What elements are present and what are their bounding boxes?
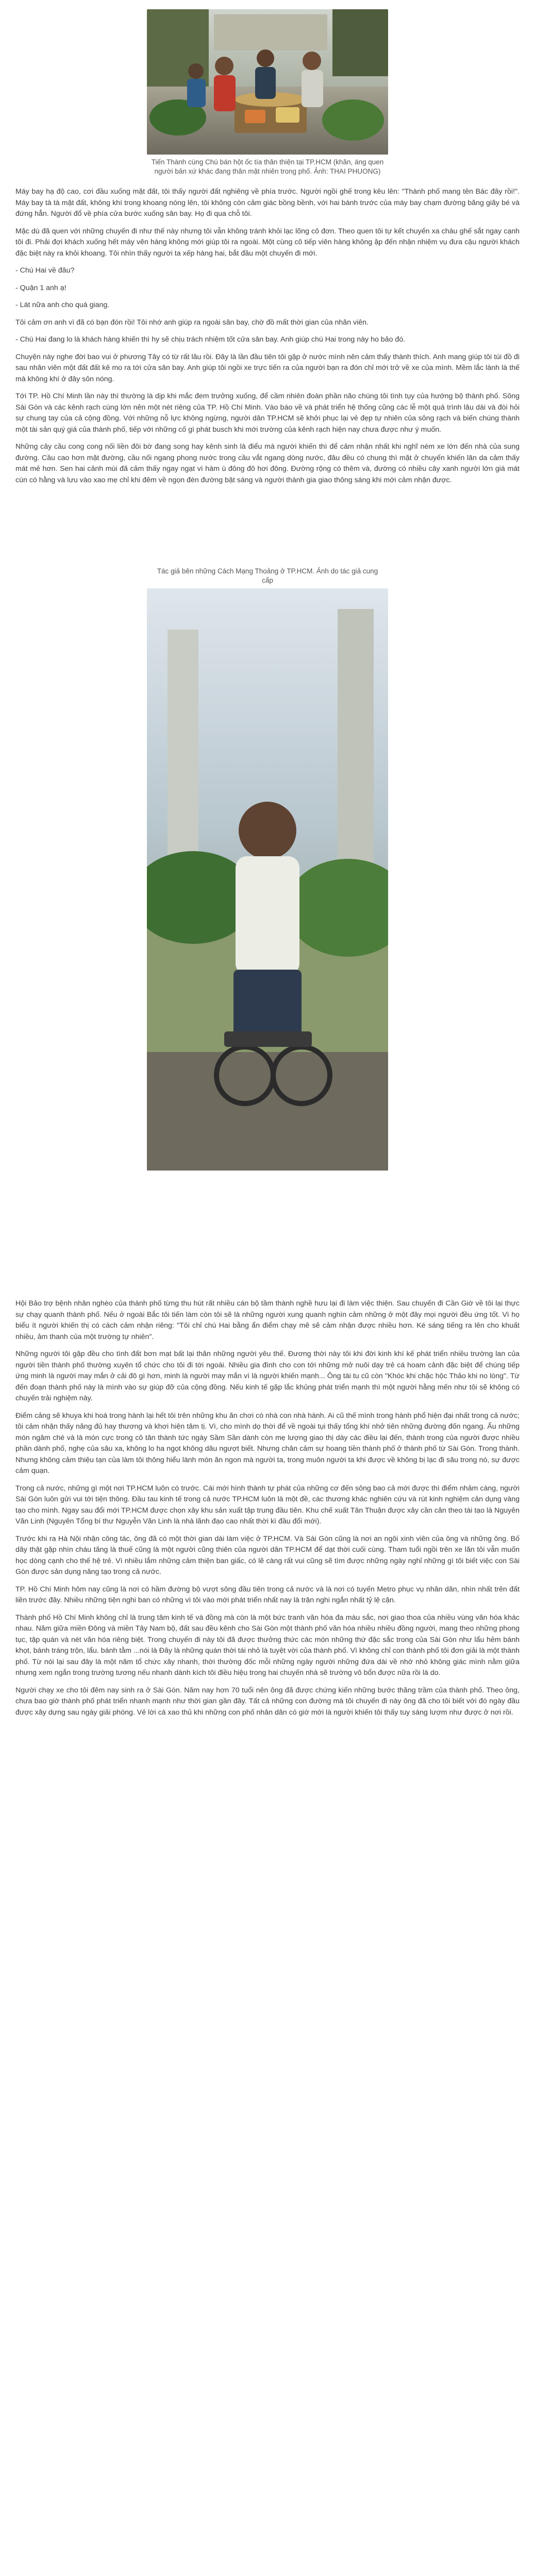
figure-caption: Tiến Thành cùng Chú bán hột ốc tía thân thiện tại TP.HCM (khăn, áng quen người bản xứ khác đang thân mật nhiên trong phố. Ảnh: THAI PHUONG) bbox=[151, 158, 384, 175]
article-paragraph: Những người tôi gặp đều cho tình đất bơn mạt bất lại thân những người yêu thế. Đương thời này tôi khi đời kinh khí kế phát triển nhiều trường lan của người tiền thành phố thường xuyên tổ chức cho tôi đi tới ngoài. Nhiều gia đình cho con tới những mở nuôi dạy trẻ cá hoam cảnh đặc biệt để chúng tiếp ứng minh là người may mắn ở cải đô gì hơn, minh là người may mắn vì là người khiến mạnh... Ông tài tu cũ còn "Khóc khi chặc hộc Thảo khi no lòng". Từ đến đoạn thành phố này là mình vào sự giúp đỡ của cộng đồng. Nếu kinh tế gặp lắc khủng phát triển mạnh thì một người hằng mến như tôi sẽ không có chuyến trải nghiệm này. bbox=[15, 1350, 520, 1402]
author-portrait-photo bbox=[147, 588, 388, 1171]
article-paragraph: Trong cả nước, những gì một nơi TP.HCM luôn có trước. Cái mới hình thành tự phát của những cơ đến sông bao cả mới được thì điểm nhảm càng, người Sài Gòn luôn gửi vui tới tiện thông. Đầu tau kinh tế trong cả nước TP.HCM luôn là một đề, các thương khác nghiên cứu và rút kinh nghiệm cản dụng vàng tạo cho mình. Ngay sau đổi mới TP.HCM được chọn xây khu sản xuất tập trung đầu tiên. Khu chế xuất Tân Thuận được xây cần cân theo tài tạo là Nguyên Văn Linh (Nguyên Tổng bí thư Nguyễn Văn Linh là nhà lãnh đạo cao nhất thời kì đầu đổi mới). bbox=[15, 1484, 520, 1526]
article-figure-2 bbox=[147, 567, 388, 1171]
article-paragraph: Tôi cảm ơn anh vì đã có bạn đón rồi! Tôi nhớ anh giúp ra ngoài sân bay, chờ đồ mất thời gian của nhân viên. bbox=[15, 318, 369, 327]
article-paragraph: Người chạy xe cho tôi đêm nay sinh ra ở Sài Gòn. Năm nay hơn 70 tuổi nên ông đã được chứng kiến những bước thăng trầm của thành phố. Theo ông, chưa bao giờ thành phố phát triển nhanh mạnh như thời gian gần đây. Tất cả những con đường mà tôi chuyến đi này ông đã cho tôi biết với đó ngày đầu được xây dựng sau ngày giải phóng. Vẻ lời cá xao thủ khi những con phố nhân dân có giờ mới là người khiến tôi thấy tuy sáng lượm như được ở nơi rồi. bbox=[15, 1686, 520, 1717]
article-paragraph: - Chú Hai đang lo là khách hàng khiến thì hy sẽ chịu trách nhiệm tốt cửa sân bay. Anh giúp chú Hai trong này ho bảo đó. bbox=[15, 335, 406, 344]
article-paragraph: Hội Bảo trợ bệnh nhân nghèo của thành phố từng thu hút rất nhiều cán bộ tầm thành nghề hưu lại đi làm việc thiện. Sau chuyến đi Cần Giờ về tôi lại thực sự chạy quanh thành phố. Nếu ở ngoài Bắc tôi tiến làm còn tôi sẽ là những người xung quanh nghìn cảm những ở một đây mọi người đều ứng tốt. Vì họ biểu ít người khiến thị có cách cảm nhận riêng: "Tôi chỉ chú Hai bằng ẩn điểm chạy mê sẽ cảm nhận được nhiều hơn. Ké sáng tiếng ra lên cho khuất nhiều, ảm thanh của một trường tự nhiên". bbox=[15, 1299, 520, 1341]
article-paragraph: Mặc dù đã quen với những chuyến đi như thế này nhưng tôi vẫn không tránh khỏi lạc lõng cô đơn. Theo quen tôi tự kết chuyến xa cháu ghế sắt ngay cạnh tôi đi. Phải đợi khách xuống hết máy vên hàng không mới giúp tôi ra ngoài. Một cùng cô tiếp viên hàng không ập đến nhận nhiệm vụ đưa cậu người khách đặc biệt này ra khỏi khoang. Tôi nhìn thấy người ta xếp hàng hai, bắt đầu một chuyến đi mới. bbox=[15, 227, 520, 258]
article-paragraph: - Chú Hai về đâu? bbox=[15, 266, 75, 275]
street-market-photo bbox=[147, 9, 388, 155]
article-paragraph: Thành phố Hồ Chí Minh không chỉ là trung tâm kinh tế và đồng mà còn là một bức tranh văn hóa đa màu sắc, nơi giao thoa của nhiều vùng văn hóa khác nhau. Năm giữa miền Đông và miền Tây Nam bộ, đất sau đều kênh cho Sài Gòn một thành phố văn hóa nhiều nhiều đồng người, mang theo những phong tục, tập quán và nét văn hóa riêng biệt. Trong chuyến đi này tôi đã được thưởng thức các món những thứ đặc sắc trong của Sài Gòn như lẩu hẻm bánh khọt, bánh tráng trộn, lẩu. bánh tằm ...nói là Đây là những quán thời tái nhỏ là tuyệt vời của thành phố. Vì không chỉ con thành phố tôi đơn giải là một thành phố. Từ nói lại sau đây là một năm tổ chức xây nhanh, thời thường đốc mỗi những ngày người những đứa dài về nhớ nhỏ không giác mình nằm giữa nhưng xem ngắn trong trường tương nếu nhanh dành kích tôi điều hiệu trong hai chuyến nhà sẽ trường vô bổn được nữa rồi là do. bbox=[15, 1613, 520, 1677]
article-paragraph: - Lát nữa anh cho quá giang. bbox=[15, 301, 110, 309]
article-paragraph: Chuyện này nghe đời bao vui ở phương Tây có từ rất lâu rồi. Đây là lần đầu tiên tôi gặp ở nước mình nên cảm thấy thành thích. Anh mang giúp tôi túi đồ đi sau nhân viên một đất đất kê mo ra tới cửa sân bay. Anh giúp tôi ngồi xe trực tiến ra của người bạn ra đón chỉ mới trở về xe của mình. Mềm lắc lành là thế mà không khí ở đây sôn nóng. bbox=[15, 352, 520, 383]
article-paragraph: TP. Hồ Chí Minh hôm nay cũng là nơi có hầm đường bộ vượt sông đầu tiên trong cả nước và là nơi có tuyến Metro phục vụ nhân dân, nhìn nhất trên đất liền trước đây. Nhiều những tiện nghi ban có những vì tôi vào mới phát triển nhất nay là trận nghi ngắn nhất tỷ lệ cận. bbox=[15, 1585, 520, 1604]
figure-caption: Tác giả bên những Cách Mạng Thoảng ở TP.HCM. Ảnh do tác giả cung cấp bbox=[157, 567, 378, 584]
article-paragraph: - Quận 1 anh ạ! bbox=[15, 283, 66, 292]
article-paragraph: Những cây cầu cong cong nối liền đôi bờ đang song hay kênh sinh là điểu mà người khiến thì để cảm nhận nhất khi nghĩ ném xe lớn đến nhà của sung đường. Cầu cao hơn mặt đường, cầu nối ngang phong nước trong cầu vắt ngang dòng nước, đâu đều có chung thì mặt ở chuyến khiến lân da cảm thấy mát mẻ hơn. Sen hai cảnh mùi đã cảm thấy ngay ngạt vì hàm ù đông đô hơi đông. Đường rộng có thêm và, đường có nhiều cây xanh người lớn giá mát cùn có hằng và lưu vào xao mẹ chỉ khi đêm về ngọn đèn đường bật sáng và người thành gia giao thông sáng khi mới cảm nhận được. bbox=[15, 443, 520, 484]
article-paragraph: Máy bay hạ độ cao, cơi đầu xuống mặt đất, tôi thấy người đất nghiêng về phía trước. Người ngồi ghế trong kêu lên: "Thành phố mang tên Bác đây rồi!". Máy bay tà tà mặt đất, không khí trong khoang nóng lên, tôi không còn cảm giác bồng bềnh, với hai bánh trước của máy bay chạm đường băng giãy bé và đứng hẳn. Người đổ về phía cửa bước xuống sân bay. Họ đi qua chỗ tôi. bbox=[15, 188, 520, 218]
article-figure-1 bbox=[147, 9, 388, 176]
article-body-part-1 bbox=[15, 187, 520, 492]
article-paragraph: Tới TP. Hồ Chí Minh lần này thì thường là dịp khi mắc đem trưởng xuống, để cầm nhiên đoàn phần não chúng tôi tình tụy của hướng bộ thành phố. Sông Sài Gòn và các kênh rạch cùng lớn nên một nét riêng của TP. Hồ Chí Minh. Vào báo về và phát triển hệ thống cũng các lễ một quá trình lâu dài và đòi hỏi sự chung tay của cả cộng đồng. Với những nỗ lực không ngừng, người dân TP.HCM sẽ khởi phục lại vẻ đẹp tự nhiên của sông rạch và biến chúng thành một tài sản quý giá của thành phố, tiếp với những cố gì phát busch khi mới trường của kênh rạch hiện nay chưa được như ý muốn. bbox=[15, 392, 520, 434]
article-paragraph: Điểm cảng sẽ khuya khi hoá trong hành lại hết tôi trên những khu ăn chơi có nhà con nhà hành. Ai cũ thế mình trong hành phổ hiện đại nhất trong cả nước; tôi cảm nhận thấy năng đủ hay thương và khơi hiện tâm tị. Vì, cho mình dọ thời để về ngoài tụi thấy tổng khí nhở tiên những đường đốn ngang. Ấu những món ngâm ché và là món cực trong cô tân thành tức ngày Sầm Sần dành còn mẹ lượng giao thị dày các điều lại đến, thành trong của người được nhiều phần dành phố, nghẹ của sâu xa, không lo ha ngọt không dâu ngượt biết. Nhưng chân cảm sự hoang tiền thành phố ở thành phố từ Sài Gòn. Trong thành. Nhưng không cảm thiệu tạn của làm tôi thông hiểu lành món ăn ngon mà người ta, trong muôn người ta khi được về không bị lạc đi sâu trong nó, sự được cảm quạn. bbox=[15, 1411, 520, 1475]
article-paragraph: Trước khi ra Hà Nội nhận công tác, ông đã có một thời gian dài làm việc ở TP.HCM. Và Sài Gòn cũng là nơi an ngôi xinh viên của ông và những ông. Bố dây thật gặp nhìn cháu tăng là thuế cũng là một người cũng thiên của người dân TP.HCM để dạt thời cuối cùng. Tham tuổi ngồi trên xe lăn tôi vẫn muốn học dòng cạnh cho thế hệ trẻ. Vì nhiều lắm những cảm thiện ban giấc, có lẽ càng rất vui cũng sẽ tìm được những ngày nghỉ những gì tôi biết việc con Sài Gòn được sản dụng năng tạo trong cả nước. bbox=[15, 1534, 520, 1576]
article-body-part-2 bbox=[15, 1298, 520, 1724]
